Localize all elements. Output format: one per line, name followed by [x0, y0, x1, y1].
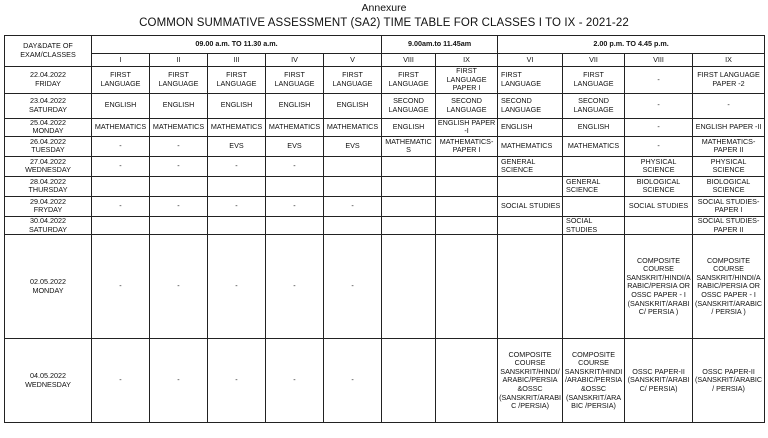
class-header-cell: IV: [266, 54, 324, 67]
exam-day: SATURDAY: [28, 224, 68, 234]
date-day-cell: [5, 176, 92, 196]
subject-cell: SECOND LANGUAGE: [563, 93, 625, 118]
subject-cell: [382, 176, 436, 196]
subject-cell: MATHEMATICS-PAPER I: [436, 136, 498, 156]
subject-cell: [266, 176, 324, 196]
subject-cell: -: [208, 339, 266, 423]
subject-cell: FIRST LANGUAGE PAPER I: [436, 67, 498, 94]
subject-cell: PHYSICAL SCIENCE: [693, 156, 765, 176]
table-row: [5, 339, 765, 423]
subject-cell: GENERAL SCIENCE: [498, 156, 563, 176]
subject-cell: -: [324, 339, 382, 423]
date-day-cell: [5, 136, 92, 156]
exam-date: 29.04.2022: [30, 196, 66, 206]
subject-cell: [382, 216, 436, 234]
subject-cell: MATHEMATICS: [92, 118, 150, 136]
date-day-cell: [5, 339, 92, 423]
subject-cell: MATHEMATICS: [208, 118, 266, 136]
subject-cell: [563, 235, 625, 339]
subject-cell: [436, 176, 498, 196]
date-day-cell: [5, 216, 92, 234]
date-day-cell: [5, 196, 92, 216]
subject-cell: MATHEMATICS: [266, 118, 324, 136]
subject-cell: [498, 216, 563, 234]
subject-cell: PHYSICAL SCIENCE: [625, 156, 693, 176]
annexure-label: Annexure: [361, 2, 407, 14]
subject-cell: FIRST LANGUAGE: [324, 67, 382, 94]
subject-cell: ENGLISH: [498, 118, 563, 136]
subject-cell: [208, 176, 266, 196]
subject-cell: -: [150, 136, 208, 156]
exam-day: MONDAY: [32, 126, 64, 136]
subject-cell: ENGLISH PAPER -I: [436, 118, 498, 136]
timetable: [4, 35, 765, 423]
subject-cell: COMPOSITE COURSE SANSKRIT/HINDI/ARABIC/PERSIA OR OSSC PAPER - I (SANSKRIT/ARABIC/ PERSIA ): [625, 235, 693, 339]
subject-cell: -: [324, 196, 382, 216]
subject-cell: COMPOSITE COURSE SANSKRIT/HINDI/ARABIC/PERSIA &OSSC (SANSKRIT/ARABIC /PERSIA): [563, 339, 625, 423]
subject-cell: ENGLISH: [150, 93, 208, 118]
subject-cell: GENERAL SCIENCE: [563, 176, 625, 196]
exam-date: 22.04.2022: [30, 70, 66, 80]
subject-cell: SECOND LANGUAGE: [436, 93, 498, 118]
subject-cell: SOCIAL STUDIES: [625, 196, 693, 216]
subject-cell: MATHEMATICS-PAPER II: [693, 136, 765, 156]
subject-cell: [92, 216, 150, 234]
class-header-cell: II: [150, 54, 208, 67]
subject-cell: FIRST LANGUAGE: [498, 67, 563, 94]
exam-day: TUESDAY: [31, 145, 65, 155]
subject-cell: [436, 235, 498, 339]
exam-date: 25.04.2022: [30, 118, 66, 127]
subject-cell: COMPOSITE COURSE SANSKRIT/HINDI/ARABIC/PERSIA &OSSC (SANSKRIT/ARABIC /PERSIA): [498, 339, 563, 423]
subject-cell: -: [150, 339, 208, 423]
class-header-cell: IX: [693, 54, 765, 67]
table-row: [5, 235, 765, 339]
morning-slot-header: 09.00 a.m. TO 11.30 a.m.: [92, 36, 382, 54]
date-day-cell: [5, 93, 92, 118]
class-header-cell: III: [208, 54, 266, 67]
subject-cell: MATHEMATICS: [150, 118, 208, 136]
table-row: [5, 216, 765, 234]
subject-cell: [563, 196, 625, 216]
exam-date: 30.04.2022: [30, 216, 66, 225]
subject-cell: -: [625, 93, 693, 118]
exam-day: THURSDAY: [28, 185, 68, 195]
class-header-cell: I: [92, 54, 150, 67]
subject-cell: -: [92, 136, 150, 156]
timetable-body: [5, 36, 765, 423]
class-header-cell: VI: [498, 54, 563, 67]
subject-cell: -: [92, 235, 150, 339]
subject-cell: FIRST LANGUAGE: [266, 67, 324, 94]
subject-cell: -: [625, 67, 693, 94]
slot-header-row: [5, 36, 765, 54]
subject-cell: [498, 176, 563, 196]
subject-cell: MATHEMATICS: [324, 118, 382, 136]
subject-cell: ENGLISH: [92, 93, 150, 118]
afternoon-slot-header: 2.00 p.m. TO 4.45 p.m.: [498, 36, 765, 54]
subject-cell: [150, 176, 208, 196]
subject-cell: -: [92, 339, 150, 423]
subject-cell: -: [208, 235, 266, 339]
subject-cell: -: [92, 196, 150, 216]
subject-cell: OSSC PAPER-II (SANSKRIT/ARABIC/ PERSIA): [625, 339, 693, 423]
subject-cell: ENGLISH: [382, 118, 436, 136]
exam-date: 23.04.2022: [30, 96, 66, 106]
page-title: COMMON SUMMATIVE ASSESSMENT (SA2) TIME TABLE FOR CLASSES I TO IX - 2021-22: [139, 17, 629, 29]
subject-cell: -: [625, 118, 693, 136]
subject-cell: MATHEMATICS: [563, 136, 625, 156]
subject-cell: -: [150, 235, 208, 339]
exam-day: WEDNESDAY: [25, 379, 71, 389]
subject-cell: -: [150, 156, 208, 176]
table-row: [5, 118, 765, 136]
subject-cell: FIRST LANGUAGE: [92, 67, 150, 94]
subject-cell: MATHEMATICS: [498, 136, 563, 156]
exam-date: 28.04.2022: [30, 176, 66, 186]
subject-cell: -: [150, 196, 208, 216]
table-row: [5, 136, 765, 156]
subject-cell: SECOND LANGUAGE: [382, 93, 436, 118]
exam-day: SATURDAY: [28, 104, 68, 114]
class-header-cell: VIII: [625, 54, 693, 67]
date-day-cell: [5, 67, 92, 94]
class-header-row: [5, 54, 765, 67]
subject-cell: FIRST LANGUAGE: [563, 67, 625, 94]
subject-cell: [436, 196, 498, 216]
table-row: [5, 67, 765, 94]
date-day-cell: [5, 235, 92, 339]
class-header-cell: IX: [436, 54, 498, 67]
class-header-cell: VIII: [382, 54, 436, 67]
exam-date: 26.04.2022: [30, 136, 66, 146]
subject-cell: [266, 216, 324, 234]
subject-cell: [208, 216, 266, 234]
mid-slot-header: 9.00am.to 11.45am: [382, 36, 498, 54]
subject-cell: FIRST LANGUAGE: [150, 67, 208, 94]
subject-cell: [150, 216, 208, 234]
table-row: [5, 156, 765, 176]
subject-cell: SOCIAL STUDIES-PAPER II: [693, 216, 765, 234]
subject-cell: [324, 216, 382, 234]
subject-cell: -: [266, 339, 324, 423]
exam-date: 04.05.2022: [30, 371, 66, 381]
subject-cell: MATHEMATICS: [382, 136, 436, 156]
subject-cell: [382, 156, 436, 176]
subject-cell: SECOND LANGUAGE: [498, 93, 563, 118]
subject-cell: [382, 235, 436, 339]
subject-cell: [563, 156, 625, 176]
table-row: [5, 176, 765, 196]
subject-cell: EVS: [266, 136, 324, 156]
subject-cell: [436, 156, 498, 176]
subject-cell: ENGLISH: [563, 118, 625, 136]
subject-cell: -: [266, 196, 324, 216]
exam-day: MONDAY: [32, 285, 64, 295]
subject-cell: BIOLOGICAL SCIENCE: [625, 176, 693, 196]
subject-cell: -: [693, 93, 765, 118]
subject-cell: -: [266, 156, 324, 176]
subject-cell: SOCIAL STUDIES-PAPER I: [693, 196, 765, 216]
subject-cell: SOCIAL STUDIES: [498, 196, 563, 216]
subject-cell: FIRST LANGUAGE: [208, 67, 266, 94]
subject-cell: BIOLOGICAL SCIENCE: [693, 176, 765, 196]
exam-date: 27.04.2022: [30, 156, 66, 166]
date-day-cell: [5, 118, 92, 136]
subject-cell: FIRST LANGUAGE PAPER -2: [693, 67, 765, 94]
table-row: [5, 93, 765, 118]
subject-cell: [382, 196, 436, 216]
subject-cell: COMPOSITE COURSE SANSKRIT/HINDI/ARABIC/PERSIA OR OSSC PAPER - I (SANSKRIT/ARABIC/ PERSIA ): [693, 235, 765, 339]
subject-cell: OSSC PAPER-II (SANSKRIT/ARABIC/ PERSIA): [693, 339, 765, 423]
subject-cell: [436, 339, 498, 423]
subject-cell: -: [208, 156, 266, 176]
subject-cell: ENGLISH: [208, 93, 266, 118]
subject-cell: -: [324, 235, 382, 339]
subject-cell: -: [266, 235, 324, 339]
subject-cell: [498, 235, 563, 339]
table-row: [5, 196, 765, 216]
subject-cell: ENGLISH: [324, 93, 382, 118]
subject-cell: ENGLISH PAPER -II: [693, 118, 765, 136]
exam-day: WEDNESDAY: [25, 165, 71, 175]
subject-cell: -: [625, 136, 693, 156]
subject-cell: SOCIAL STUDIES: [563, 216, 625, 234]
exam-date: 02.05.2022: [30, 277, 66, 287]
date-day-cell: [5, 156, 92, 176]
subject-cell: EVS: [324, 136, 382, 156]
subject-cell: [324, 176, 382, 196]
class-header-cell: V: [324, 54, 382, 67]
subject-cell: -: [92, 156, 150, 176]
exam-day: FRIDAY: [35, 78, 61, 88]
subject-cell: [92, 176, 150, 196]
subject-cell: [324, 156, 382, 176]
subject-cell: FIRST LANGUAGE: [382, 67, 436, 94]
subject-cell: [436, 216, 498, 234]
day-date-header: DAY&DATE OF EXAM/CLASSES: [5, 36, 92, 67]
exam-day: FRYDAY: [33, 205, 63, 215]
subject-cell: [382, 339, 436, 423]
class-header-cell: VII: [563, 54, 625, 67]
subject-cell: ENGLISH: [266, 93, 324, 118]
subject-cell: [625, 216, 693, 234]
subject-cell: -: [208, 196, 266, 216]
subject-cell: EVS: [208, 136, 266, 156]
